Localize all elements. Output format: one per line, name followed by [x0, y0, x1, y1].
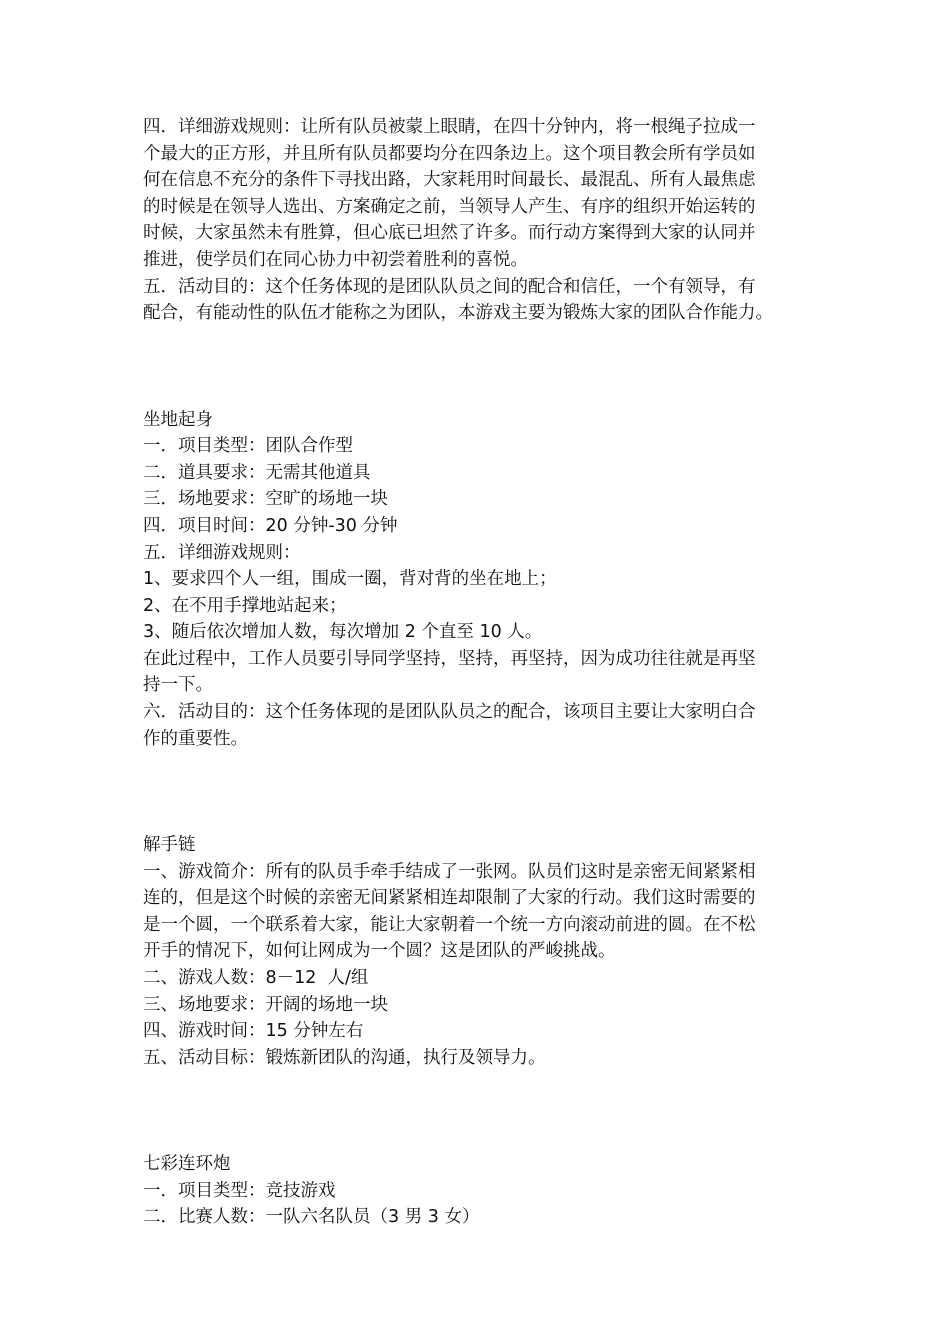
list-item: 五、活动目标：锻炼新团队的沟通，执行及领导力。 [143, 1047, 546, 1068]
list-item: 二．道具要求：无需其他道具 [143, 462, 371, 483]
list-item: 五．详细游戏规则： [143, 542, 301, 563]
list-item: 3、随后依次增加人数，每次增加 2 个直至 10 人。 [143, 622, 543, 643]
list-item: 1、要求四个人一组，围成一圈，背对背的坐在地上； [143, 569, 557, 590]
list-item: 一．项目类型：竞技游戏 [143, 1180, 336, 1201]
list-item: 四、游戏时间：15 分钟左右 [143, 1021, 364, 1042]
paragraph-line: 在此过程中，工作人员要引导同学坚持，坚持，再坚持，因为成功往往就是再坚 [143, 648, 756, 669]
paragraph-line: 开手的情况下，如何让网成为一个圆？这是团队的严峻挑战。 [143, 941, 616, 962]
paragraph-line: 一、游戏简介：所有的队员手牵手结成了一张网。队员们这时是亲密无间紧紧相 [143, 861, 756, 882]
list-item: 二．比赛人数：一队六名队员（3 男 3 女） [143, 1207, 480, 1228]
section-title: 坐地起身 [143, 409, 213, 430]
paragraph-line: 四．详细游戏规则：让所有队员被蒙上眼睛，在四十分钟内，将一根绳子拉成一 [143, 117, 756, 137]
paragraph-line: 连的，但是这个时候的亲密无间紧紧相连却限制了大家的行动。我们这时需要的 [143, 888, 756, 909]
section-continued-rules [143, 114, 815, 327]
document-content [143, 114, 815, 1231]
paragraph-line: 推进，使学员们在同心协力中初尝着胜利的喜悦。 [143, 249, 528, 270]
list-item: 二、游戏人数：8－12 人/组 [143, 968, 369, 989]
list-item: 一．项目类型：团队合作型 [143, 436, 353, 457]
paragraph-line: 时候，大家虽然未有胜算，但心底已坦然了许多。而行动方案得到大家的认同并 [143, 223, 756, 244]
section-seven-color-cannon [143, 1151, 815, 1231]
section-spacer [143, 752, 815, 832]
paragraph-line: 配合，有能动性的队伍才能称之为团队，本游戏主要为锻炼大家的团队合作能力。 [143, 303, 773, 324]
paragraph-line: 个最大的正方形，并且所有队员都要均分在四条边上。这个项目教会所有学员如 [143, 143, 756, 164]
paragraph-line: 何在信息不充分的条件下寻找出路，大家耗用时间最长、最混乱、所有人最焦虑 [143, 170, 756, 191]
section-hand-chain [143, 832, 815, 1071]
paragraph-line: 是一个圆，一个联系着大家，能让大家朝着一个统一方向滚动前进的圆。在不松 [143, 914, 756, 935]
section-title: 解手链 [143, 835, 196, 856]
list-item: 2、在不用手撑地站起来； [143, 595, 347, 616]
paragraph-line: 五．活动目的：这个任务体现的是团队队员之间的配合和信任，一个有领导，有 [143, 276, 756, 297]
paragraph-line: 六．活动目的：这个任务体现的是团队队员之的配合，该项目主要让大家明白合 [143, 702, 756, 723]
section-sit-and-stand [143, 407, 815, 753]
list-item: 三．场地要求：空旷的场地一块 [143, 489, 388, 510]
list-item: 三、场地要求：开阔的场地一块 [143, 994, 388, 1015]
section-spacer [143, 327, 815, 407]
paragraph-line: 的时候是在领导人选出、方案确定之前，当领导人产生、有序的组织开始运转的 [143, 196, 756, 217]
section-spacer [143, 1071, 815, 1151]
paragraph-line: 作的重要性。 [143, 728, 248, 749]
paragraph-line: 持一下。 [143, 675, 213, 696]
section-title: 七彩连环炮 [143, 1154, 231, 1175]
list-item: 四．项目时间：20 分钟-30 分钟 [143, 515, 398, 536]
